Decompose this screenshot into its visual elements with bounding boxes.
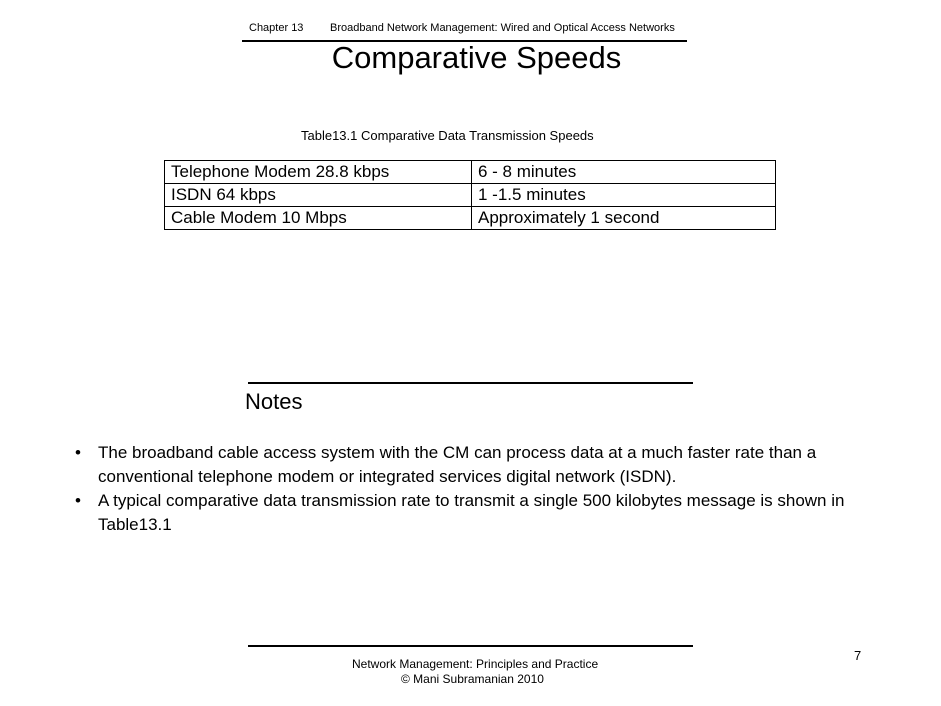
list-item bbox=[75, 489, 915, 537]
notes-heading: Notes bbox=[245, 389, 303, 414]
table-cell: ISDN 64 kbps bbox=[165, 184, 472, 207]
slide-title: Comparative Speeds bbox=[331, 40, 622, 75]
footer-book-title: Network Management: Principles and Practice bbox=[352, 657, 599, 671]
list-item bbox=[75, 441, 915, 489]
table-cell: Approximately 1 second bbox=[472, 207, 776, 230]
table-row bbox=[165, 207, 776, 230]
page-number: 7 bbox=[854, 648, 862, 663]
header-book-title: Broadband Network Management: Wired and Optical Access Networks bbox=[330, 22, 675, 34]
bullet-icon: • bbox=[75, 443, 81, 462]
bullet-icon: • bbox=[75, 491, 81, 510]
table-row bbox=[165, 184, 776, 207]
note-text: A typical comparative data transmission rate to transmit a single 500 kilobytes message is shown in Table13.1 bbox=[98, 491, 845, 534]
table-caption: Table13.1 Comparative Data Transmission Speeds bbox=[301, 128, 594, 143]
table-row bbox=[165, 161, 776, 184]
notes-divider bbox=[248, 382, 693, 384]
table-cell: Cable Modem 10 Mbps bbox=[165, 207, 472, 230]
speeds-table bbox=[164, 160, 776, 230]
note-text: The broadband cable access system with the CM can process data at a much faster rate than a conventional telephone modem or integrated services digital network (ISDN). bbox=[98, 443, 817, 486]
header-chapter: Chapter 13 bbox=[249, 22, 304, 34]
table-cell: 6 - 8 minutes bbox=[472, 161, 776, 184]
notes-list bbox=[75, 441, 915, 537]
table-cell: Telephone Modem 28.8 kbps bbox=[165, 161, 472, 184]
table-cell: 1 -1.5 minutes bbox=[472, 184, 776, 207]
footer-divider bbox=[248, 645, 693, 647]
footer-copyright: © Mani Subramanian 2010 bbox=[401, 672, 544, 686]
